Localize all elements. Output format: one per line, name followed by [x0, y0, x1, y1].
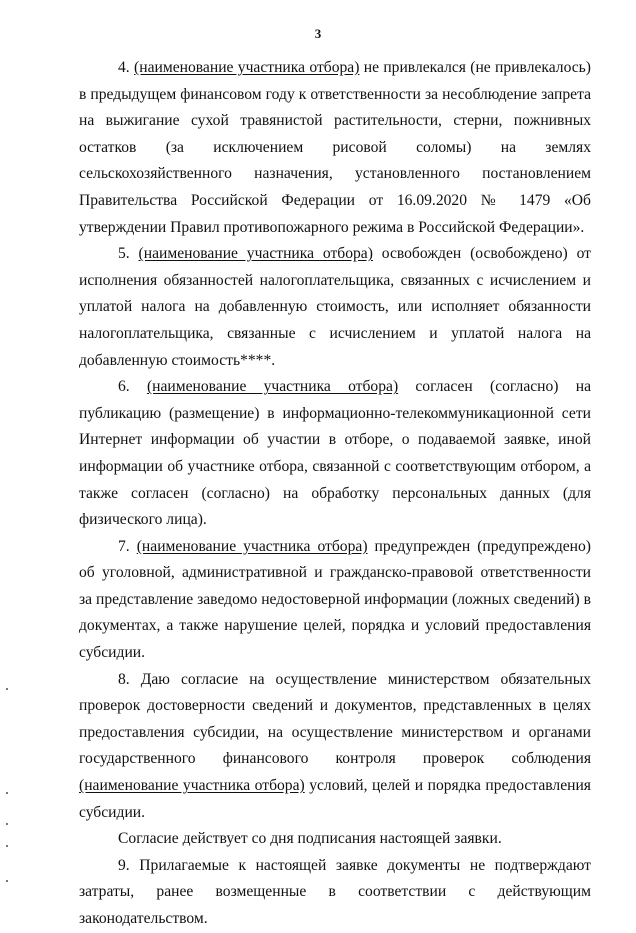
paragraph-9: 9. Прилагаемые к настоящей заявке документы не подтверждают затраты, ранее возмещенные в соответствии с действующим законодательством.	[79, 856, 591, 927]
paragraph-7-number: 7.	[118, 537, 137, 555]
paragraph-4-number: 4.	[118, 59, 135, 76]
paragraph-7	[79, 534, 591, 667]
paragraph-6-number: 6.	[118, 378, 147, 396]
paragraph-8	[79, 667, 591, 827]
participant-name-placeholder: (наименование участника отбора)	[79, 777, 305, 795]
consent-statement: Согласие действует со дня подписания настоящей заявки.	[118, 830, 502, 848]
paragraph-6	[79, 374, 591, 534]
paragraph-4	[79, 55, 591, 241]
participant-name-placeholder: (наименование участника отбора)	[134, 59, 360, 76]
participant-name-placeholder: (наименование участника отбора)	[138, 245, 373, 263]
participant-name-placeholder: (наименование участника отбора)	[146, 378, 399, 396]
document-body	[79, 55, 591, 933]
paragraph-5	[79, 241, 591, 374]
scan-artifact	[6, 823, 8, 825]
page-number: 3	[314, 26, 322, 41]
scan-artifact	[6, 880, 8, 882]
paragraph-5-number: 5.	[118, 245, 139, 263]
participant-name-placeholder: (наименование участника отбора)	[136, 537, 368, 555]
scan-artifact	[6, 688, 8, 690]
paragraph-8-text-end: условий, целей и порядка предоставления субсидии.	[79, 777, 591, 821]
scan-artifact	[6, 792, 8, 794]
paragraph-6-text: согласен (согласно) на публикацию (размещение) в информационно-телекоммуникационной сети Интернет информации об участии в отборе, о подаваемой заявке, иной информации об участнике отбора, связанной с соответствующим отбором, а также согласен (согласно) на обработку персональных данных (для физического лица).	[79, 378, 591, 529]
paragraph-7-text: предупрежден (предупреждено) об уголовной, административной и гражданско-правовой ответственности за представление заведомо недостоверной информации (ложных сведений) в документах, а также нарушение целей, порядка и условий предоставления субсидии.	[79, 537, 592, 662]
paragraph-4-text: не привлекался (не привлекалось) в предыдущем финансовом году к ответственности за несоблюдение запрета на выжигание сухой травянистой растительности, стерни, пожнивных остатков (за исключением рисовой соломы) на землях сельскохозяйственного назначения, установленного постановлением Правительства Российской Федерации от 16.09.2020 № 1479 «Об утверждении Правил противопожарного режима в Российской Федерации».	[79, 59, 591, 236]
paragraph-8-text-start: 8. Даю согласие на осуществление министерством обязательных проверок достоверности сведений и документов, представленных в целях предоставления субсидии, на осуществление министерством и органами государственного финансового контроля проверок соблюдения	[79, 670, 591, 768]
scan-artifact	[6, 845, 8, 847]
paragraph-5-text: освобожден (освобождено) от исполнения обязанностей налогоплательщика, связанных с исчислением и уплатой налога на добавленную стоимость, или исполняет обязанности налогоплательщика, связанные с исчислением и уплатой налога на добавленную стоимость****.	[79, 245, 591, 369]
